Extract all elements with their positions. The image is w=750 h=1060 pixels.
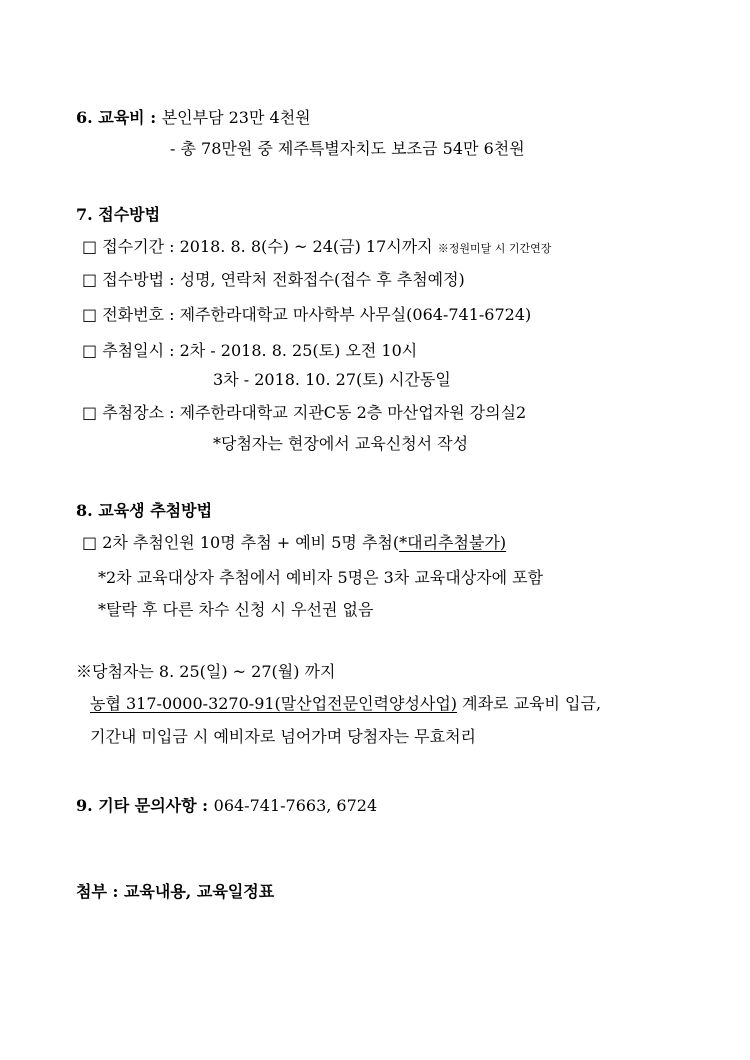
section-7-heading: 7. 접수방법 [76, 205, 161, 224]
section-6-heading: 6. 교육비 [76, 108, 145, 127]
section-6-line [76, 105, 311, 128]
section-8-heading: 8. 교육생 추첨방법 [76, 501, 213, 520]
selection-line-3: *탈락 후 다른 차수 신청 시 우선권 없음 [98, 600, 374, 619]
notice-line-3: 기간내 미입금 시 예비자로 넘어가며 당첨자는 무효처리 [90, 727, 477, 746]
reception-period-line [82, 234, 551, 257]
section-9-value: 064-741-7663, 6724 [213, 796, 378, 815]
reception-period-note: ※정원미달 시 기간연장 [437, 242, 552, 255]
draw-date-line-2: 3차 - 2018. 10. 27(토) 시간동일 [213, 370, 451, 389]
proxy-draw-not-allowed: *대리추첨불가) [399, 533, 507, 552]
selection-line-1 [82, 530, 506, 553]
reception-method-line: □ 접수방법 : 성명, 연락처 전화접수(접수 후 추첨예정) [82, 270, 465, 289]
phone-number-line: □ 전화번호 : 제주한라대학교 마사학부 사무실(064-741-6724) [82, 305, 532, 324]
draw-date-line-1: □ 추첨일시 : 2차 - 2018. 8. 25(토) 오전 10시 [82, 341, 418, 360]
section-6-value: 본인부담 23만 4천원 [161, 108, 311, 127]
notice-line-2 [90, 691, 601, 714]
attachments-line: 첨부 : 교육내용, 교육일정표 [76, 882, 275, 901]
section-9-line [76, 793, 377, 816]
draw-place-line-2: *당첨자는 현장에서 교육신청서 작성 [213, 434, 469, 453]
section-9-colon: : [196, 796, 214, 815]
selection-line-1-text: □ 2차 추첨인원 10명 추첨 + 예비 5명 추첨( [82, 533, 400, 552]
notice-line-1: ※당첨자는 8. 25(일) ~ 27(월) 까지 [76, 662, 336, 681]
section-6-subsidy-note: - 총 78만원 중 제주특별자치도 보조금 54만 6천원 [170, 139, 525, 158]
reception-period-text: □ 접수기간 : 2018. 8. 8(수) ~ 24(금) 17시까지 [82, 237, 438, 256]
draw-place-line-1: □ 추첨장소 : 제주한라대학교 지관C동 2층 마산업자원 강의실2 [82, 403, 527, 422]
selection-line-2: *2차 교육대상자 추첨에서 예비자 5명은 3차 교육대상자에 포함 [98, 568, 544, 587]
section-9-heading: 9. 기타 문의사항 [76, 796, 197, 815]
bank-account: 농협 317-0000-3270-91(말산업전문인력양성사업) [90, 694, 458, 713]
notice-line-2-rest: 계좌로 교육비 입금, [457, 694, 602, 713]
section-6-colon: : [144, 108, 162, 127]
